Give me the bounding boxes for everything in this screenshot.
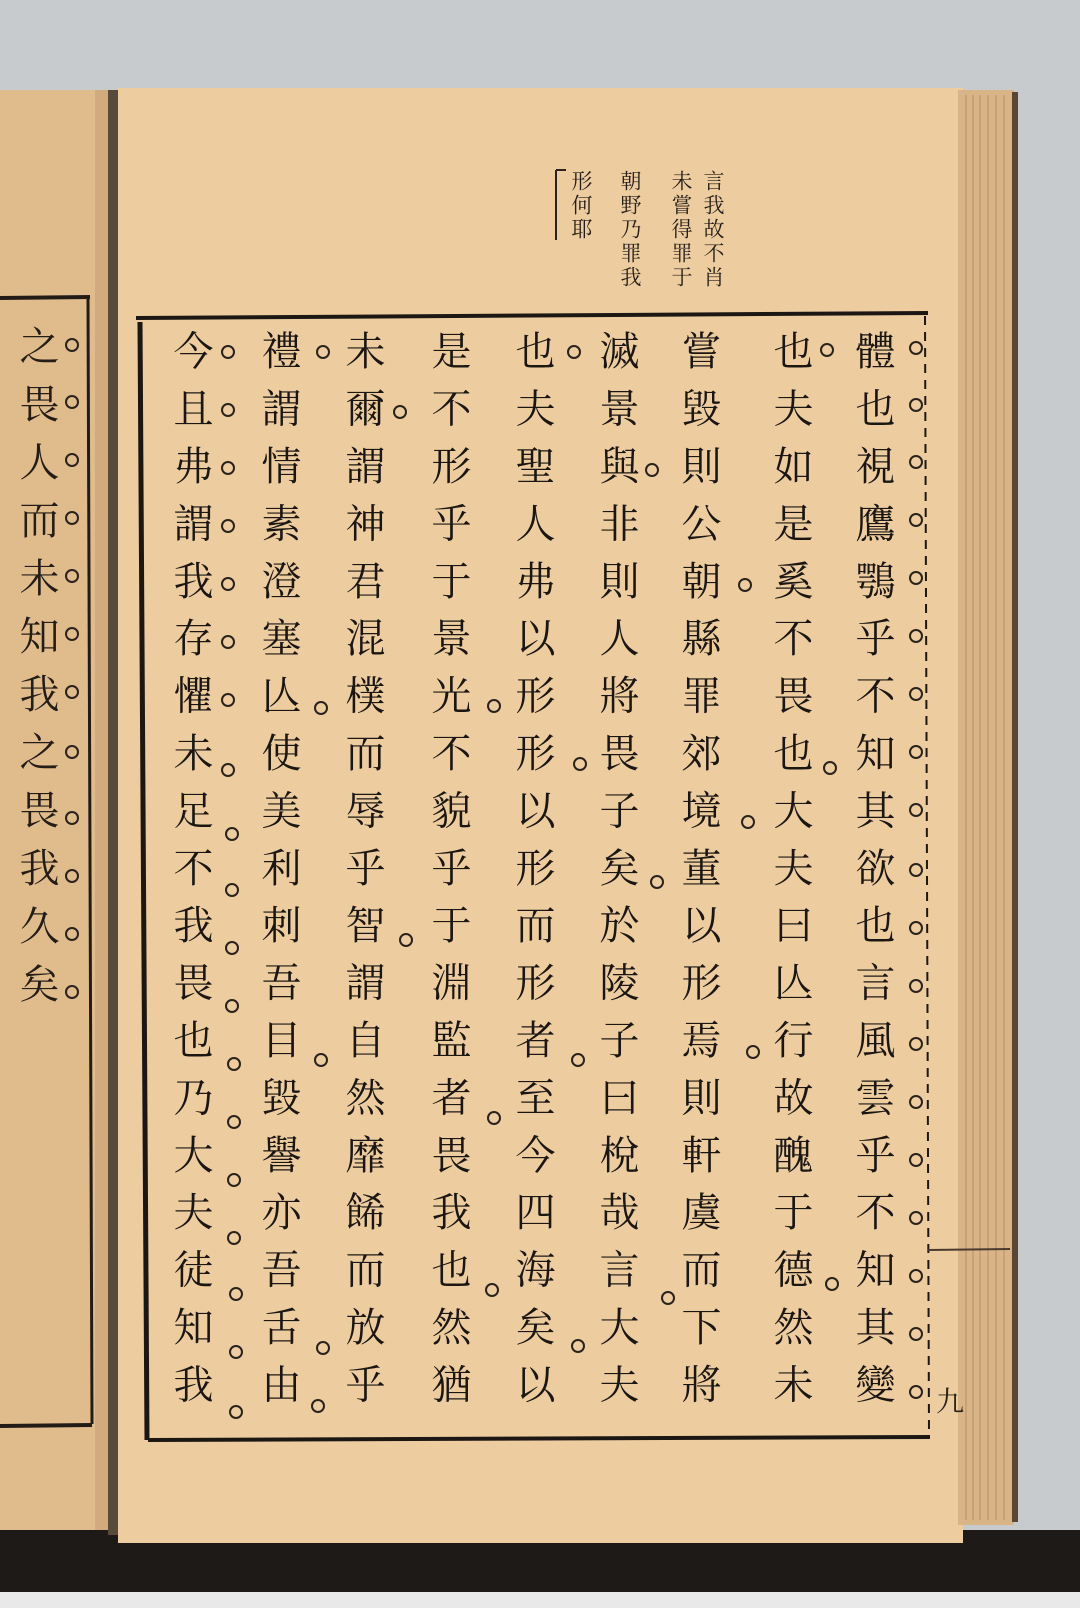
text-column-4: 滅景與非則人將畏子矣於陵子曰梲哉言大夫	[593, 330, 639, 1421]
head-note-line-4: 形何耶	[569, 170, 593, 242]
text-column-6: 是不形乎于景光不貌乎于淵監者畏我也然猶	[425, 330, 471, 1421]
head-note-line-1: 言我故不肖	[701, 170, 725, 290]
head-note-line-3: 朝野乃罪我	[618, 170, 642, 290]
left-page-text: 之畏人而未知我之畏我久矣	[13, 325, 59, 1021]
text-column-8: 禮謂情素澄塞亾使美利刺吾目毀譽亦吾舌由	[255, 330, 301, 1421]
page-number: 九	[936, 1385, 965, 1418]
text-column-2: 也夫如是奚不畏也大夫曰亾行故醜于德然未	[767, 330, 813, 1421]
text-column-7: 未爾謂神君混樸而辱乎智謂自然靡餙而放乎	[339, 330, 385, 1421]
text-column-9: 今且弗謂我存懼未足不我畏也乃大夫徒知我	[167, 330, 213, 1421]
text-column-5: 也夫聖人弗以形形以形而形者至今四海矣以	[509, 330, 555, 1421]
head-note-line-2: 未嘗得罪于	[669, 170, 693, 290]
text-column-1: 體也視鷹鶚乎不知其欲也言風雲乎不知其變	[849, 330, 895, 1421]
text-column-3: 嘗毀則公朝縣罪郊境董以形焉則軒虞而下將	[675, 330, 721, 1421]
